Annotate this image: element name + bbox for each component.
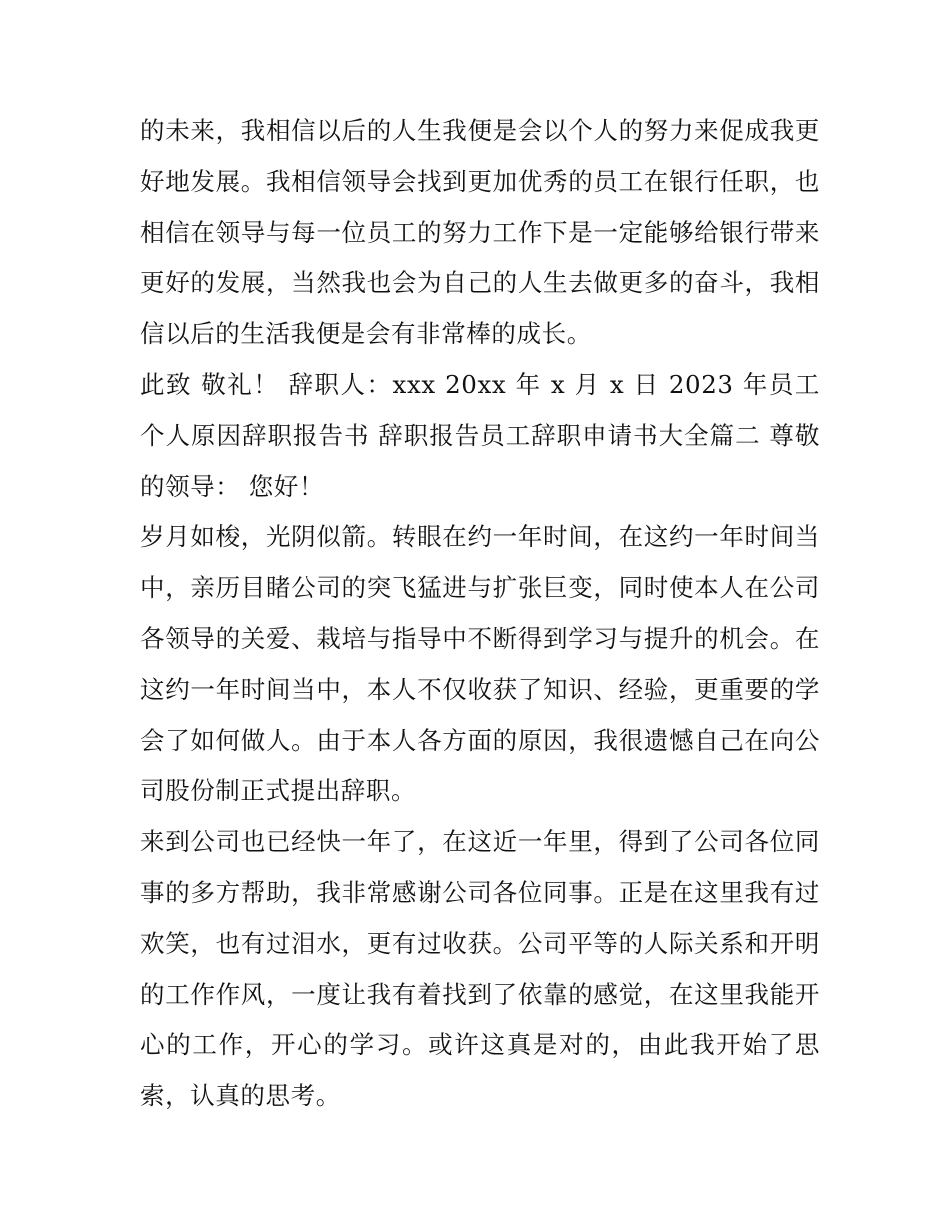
paragraph-gratitude-to-colleagues: 来到公司也已经快一年了，在这近一年里，得到了公司各位同事的多方帮助，我非常感谢公司各位同事。正是在这里我有过欢笑，也有过泪水，更有过收获。公司平等的人际关系和开明的工作作风，一度让我有着找到了依靠的感觉，在这里我能开心的工作，开心的学习。或许这真是对的，由此我开始了思索，认真的思考。 (140, 827, 820, 1111)
paragraph-salutation-and-heading: 此致 敬礼！ 辞职人：xxx 20xx 年 x 月 x 日 2023 年员工个人原因辞职报告书 辞职报告员工辞职申请书大全篇二 尊敬的领导： 您好！ (140, 369, 820, 501)
paragraph-closing-of-previous-letter: 的未来，我相信以后的人生我便是会以个人的努力来促成我更好地发展。我相信领导会找到更加优秀的员工在银行任职，也相信在领导与每一位员工的努力工作下是一定能够给银行带来更好的发展，当然我也会为自己的人生去做更多的奋斗，我相信以后的生活我便是会有非常棒的成长。 (140, 116, 820, 349)
document-body (140, 106, 820, 1122)
paragraph-time-passes: 岁月如梭，光阴似箭。转眼在约一年时间，在这约一年时间当中，亲历目睹公司的突飞猛进与扩张巨变，同时使本人在公司各领导的关爱、栽培与指导中不断得到学习与提升的机会。在这约一年时间当中，本人不仅收获了知识、经验，更重要的学会了如何做人。由于本人各方面的原因，我很遗憾自己在向公司股份制正式提出辞职。 (140, 522, 820, 806)
